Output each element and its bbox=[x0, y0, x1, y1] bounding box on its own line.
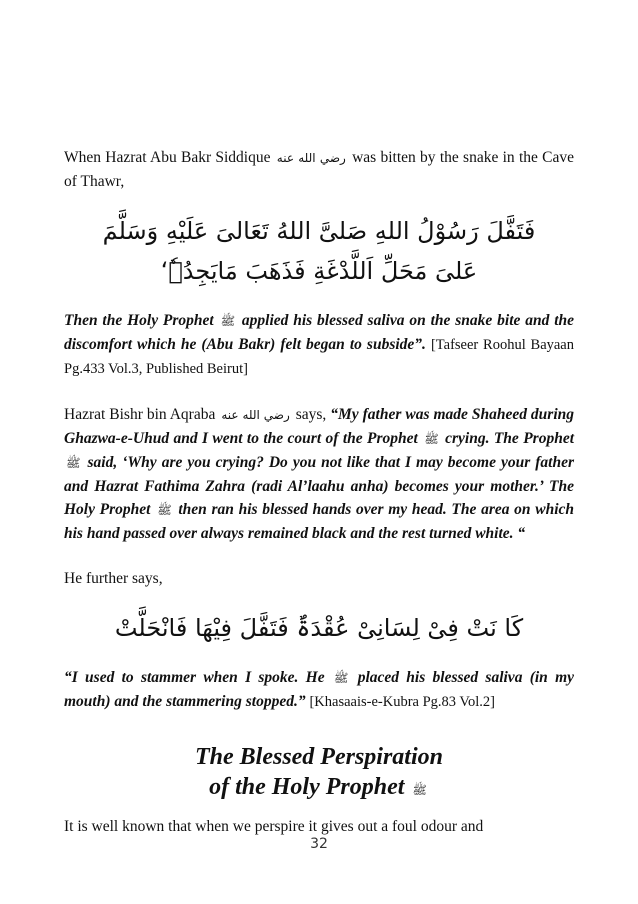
paragraph-stammer bbox=[64, 666, 574, 714]
arabic-quote-2 bbox=[64, 608, 574, 648]
quote-text: crying. The Prophet bbox=[445, 430, 574, 447]
honorific-glyph: ﷺ bbox=[66, 456, 81, 470]
honorific-glyph: رضي الله عنه bbox=[221, 408, 290, 422]
text: Hazrat Bishr bin Aqraba bbox=[64, 406, 216, 423]
text: He further says, bbox=[64, 570, 163, 587]
paragraph-abu-bakr bbox=[64, 146, 574, 193]
text: says, bbox=[295, 406, 327, 423]
heading-text: of the Holy Prophet bbox=[209, 774, 405, 800]
section-heading bbox=[64, 742, 574, 805]
text: When Hazrat Abu Bakr Siddique bbox=[64, 149, 271, 166]
paragraph-further-says bbox=[64, 567, 574, 590]
heading-line-1: The Blessed Perspiration bbox=[194, 744, 443, 770]
page-body bbox=[64, 146, 574, 838]
quote-text: placed his blessed saliva (in my mouth) and the stammering stopped.” bbox=[64, 669, 575, 710]
reference-citation: [Tafseer Roohul Bayaan Pg.433 Vol.3, Published Beirut] bbox=[64, 337, 574, 377]
paragraph-saliva bbox=[64, 309, 574, 381]
quote-text: “I used to stammer when I spoke. He bbox=[64, 669, 325, 686]
quote-text: Then the Holy Prophet bbox=[64, 312, 214, 329]
honorific-glyph: رضي الله عنه bbox=[276, 151, 346, 165]
text: was bitten by the snake in the Cave of Thawr, bbox=[64, 149, 574, 190]
quote-text: said, ‘Why are you crying? Do you not like that I may become your father and Hazrat Fathima Zahra (radi Al’laahu anha) becomes your mother.’ The Holy Prophet bbox=[64, 454, 575, 518]
honorific-glyph: ﷺ bbox=[412, 783, 427, 797]
honorific-glyph: ﷺ bbox=[424, 432, 439, 446]
quote-text: then ran his blessed hands over my head. The area on which his hand passed over always remained black and the rest turned white. “ bbox=[64, 501, 574, 542]
text: It is well known that when we perspire it gives out a foul odour and bbox=[64, 818, 484, 835]
arabic-line-2: عَلیَ مَحَلِّ اَللَّدْغَةِ فَذَهَبَ مَایَجِدُہٗ‘ bbox=[160, 257, 478, 285]
honorific-glyph: ﷺ bbox=[157, 503, 172, 517]
arabic-quote-1 bbox=[64, 211, 574, 291]
honorific-glyph: ﷺ bbox=[220, 314, 236, 328]
paragraph-perspiration bbox=[64, 815, 574, 838]
honorific-glyph: ﷺ bbox=[333, 671, 349, 685]
quote-text: applied his blessed saliva on the snake bite and the discomfort which he (Abu Bakr) felt began to subside”. bbox=[64, 312, 574, 353]
arabic-line-1: فَتَفَّلَ رَسُوْلُ اللهِ صَلیَّ اللهُ تَعَالیَ عَلَیْهِ وَسَلَّمَ bbox=[102, 217, 536, 245]
reference-citation: [Khasaais-e-Kubra Pg.83 Vol.2] bbox=[309, 694, 495, 710]
arabic-line-1: کَا نَتْ فِیْ لِسَانِیْ عُقْدَۃٌ فَتَفَّلَ فِیْهَا فَانْحَلَّتْ bbox=[114, 614, 524, 642]
paragraph-bishr bbox=[64, 403, 574, 545]
heading-line-2 bbox=[64, 772, 574, 805]
quote-text: “My father was made Shaheed during Ghazwa-e-Uhud and I went to the court of the Prophet bbox=[64, 406, 575, 447]
page-number: 32 bbox=[310, 836, 328, 852]
